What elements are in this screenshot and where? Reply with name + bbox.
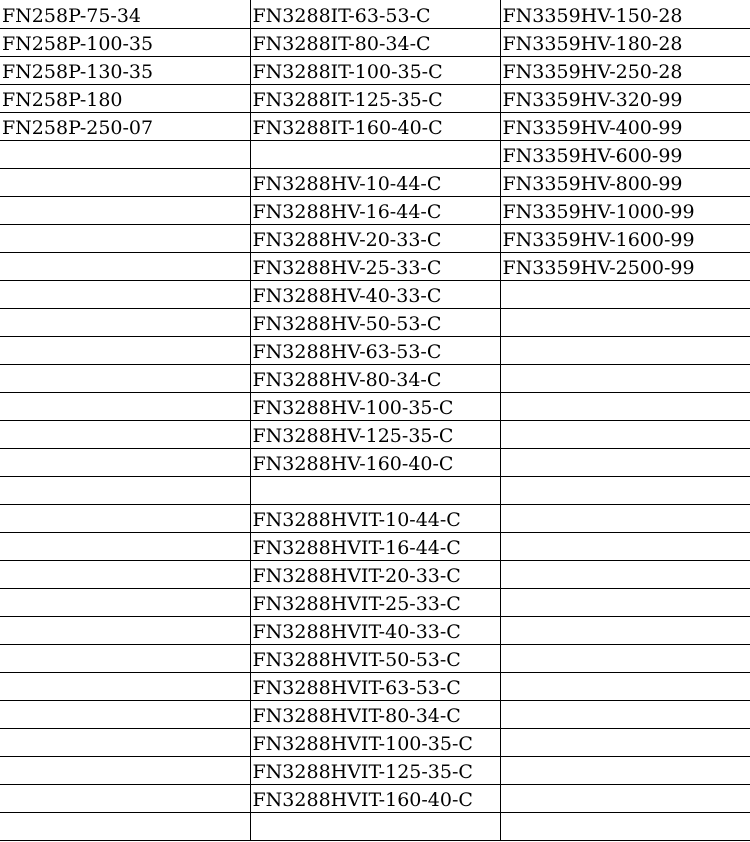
table-cell [0,476,250,504]
table-row [0,392,750,420]
table-cell: FN3359HV-1600-99 [500,224,750,252]
table-cell [500,392,750,420]
table-row [0,28,750,56]
table-row [0,700,750,728]
table-cell [0,308,250,336]
table-cell [0,448,250,476]
table-row [0,728,750,756]
table-cell [0,756,250,784]
table-cell: FN3288IT-125-35-C [250,84,500,112]
table-cell: FN3288HVIT-50-53-C [250,644,500,672]
table-cell: FN3288HV-40-33-C [250,280,500,308]
table-row [0,308,750,336]
table-cell: FN3288HVIT-16-44-C [250,532,500,560]
table-cell: FN258P-130-35 [0,56,250,84]
table-row [0,448,750,476]
table-cell [0,420,250,448]
table-cell: FN3288HVIT-100-35-C [250,728,500,756]
table-cell [250,140,500,168]
table-cell [0,252,250,280]
table-cell: FN3288HVIT-80-34-C [250,700,500,728]
table-cell [500,364,750,392]
table-row [0,112,750,140]
table-row [0,644,750,672]
table-row [0,532,750,560]
table-cell: FN3359HV-180-28 [500,28,750,56]
table-row [0,336,750,364]
table-cell [0,280,250,308]
table-cell: FN3359HV-150-28 [500,0,750,28]
table-cell [500,672,750,700]
table-row [0,280,750,308]
table-cell [500,476,750,504]
table-row [0,364,750,392]
table-cell [500,420,750,448]
table-row [0,420,750,448]
table-cell [500,812,750,840]
table-cell [500,532,750,560]
table-cell [0,616,250,644]
table-cell: FN3288IT-100-35-C [250,56,500,84]
table-row [0,224,750,252]
table-cell [500,588,750,616]
table-cell [500,280,750,308]
table-row [0,140,750,168]
table-cell: FN3288HV-63-53-C [250,336,500,364]
table-cell [0,168,250,196]
table-cell [0,196,250,224]
table-row [0,784,750,812]
table-cell [0,672,250,700]
table-row [0,588,750,616]
table-cell: FN3359HV-400-99 [500,112,750,140]
table-cell: FN3288HV-20-33-C [250,224,500,252]
table-cell [500,616,750,644]
table-cell: FN3288IT-160-40-C [250,112,500,140]
table-cell: FN3359HV-600-99 [500,140,750,168]
table-cell: FN3359HV-1000-99 [500,196,750,224]
table-cell [500,784,750,812]
table-cell [0,336,250,364]
table-cell: FN3288HVIT-125-35-C [250,756,500,784]
table-cell [500,700,750,728]
table-cell: FN3288HV-125-35-C [250,420,500,448]
table-cell: FN3359HV-2500-99 [500,252,750,280]
table-cell [500,728,750,756]
table-cell [0,644,250,672]
table-cell [0,532,250,560]
table-row [0,252,750,280]
table-cell [500,560,750,588]
table-cell: FN258P-250-07 [0,112,250,140]
table-cell [0,784,250,812]
table-cell [500,756,750,784]
table-cell: FN3288HVIT-10-44-C [250,504,500,532]
table-cell: FN3288HVIT-20-33-C [250,560,500,588]
table-row [0,560,750,588]
table-cell: FN3288HV-160-40-C [250,448,500,476]
table-row [0,504,750,532]
table-cell: FN3359HV-250-28 [500,56,750,84]
table-row [0,196,750,224]
table-cell: FN258P-75-34 [0,0,250,28]
table-cell [500,448,750,476]
table-cell [500,308,750,336]
table-row [0,756,750,784]
table-cell [0,728,250,756]
table-row [0,476,750,504]
table-cell: FN3288HVIT-25-33-C [250,588,500,616]
table-cell [250,812,500,840]
table-cell [500,504,750,532]
table-cell: FN3288HV-80-34-C [250,364,500,392]
table-cell [0,588,250,616]
table-cell [250,476,500,504]
table-cell: FN3288HV-10-44-C [250,168,500,196]
table-cell [0,140,250,168]
table-cell: FN3359HV-800-99 [500,168,750,196]
table-cell [0,812,250,840]
table-cell [500,336,750,364]
table-row [0,616,750,644]
table-row [0,672,750,700]
table-row [0,812,750,840]
table-row [0,0,750,28]
table-cell: FN3288HV-25-33-C [250,252,500,280]
table-cell [0,560,250,588]
table-row [0,168,750,196]
table-cell: FN3288HVIT-40-33-C [250,616,500,644]
table-cell: FN3288HV-100-35-C [250,392,500,420]
table-cell: FN3288IT-80-34-C [250,28,500,56]
table-cell: FN3288HV-50-53-C [250,308,500,336]
table-cell [0,700,250,728]
table-cell [0,224,250,252]
table-cell: FN3359HV-320-99 [500,84,750,112]
table-cell: FN3288IT-63-53-C [250,0,500,28]
table-cell: FN3288HVIT-63-53-C [250,672,500,700]
table-cell [0,364,250,392]
table-cell: FN258P-180 [0,84,250,112]
table-cell: FN258P-100-35 [0,28,250,56]
table-cell: FN3288HV-16-44-C [250,196,500,224]
table-cell: FN3288HVIT-160-40-C [250,784,500,812]
table-row [0,56,750,84]
table-row [0,84,750,112]
table-cell [0,392,250,420]
table-cell [0,504,250,532]
table-cell [500,644,750,672]
